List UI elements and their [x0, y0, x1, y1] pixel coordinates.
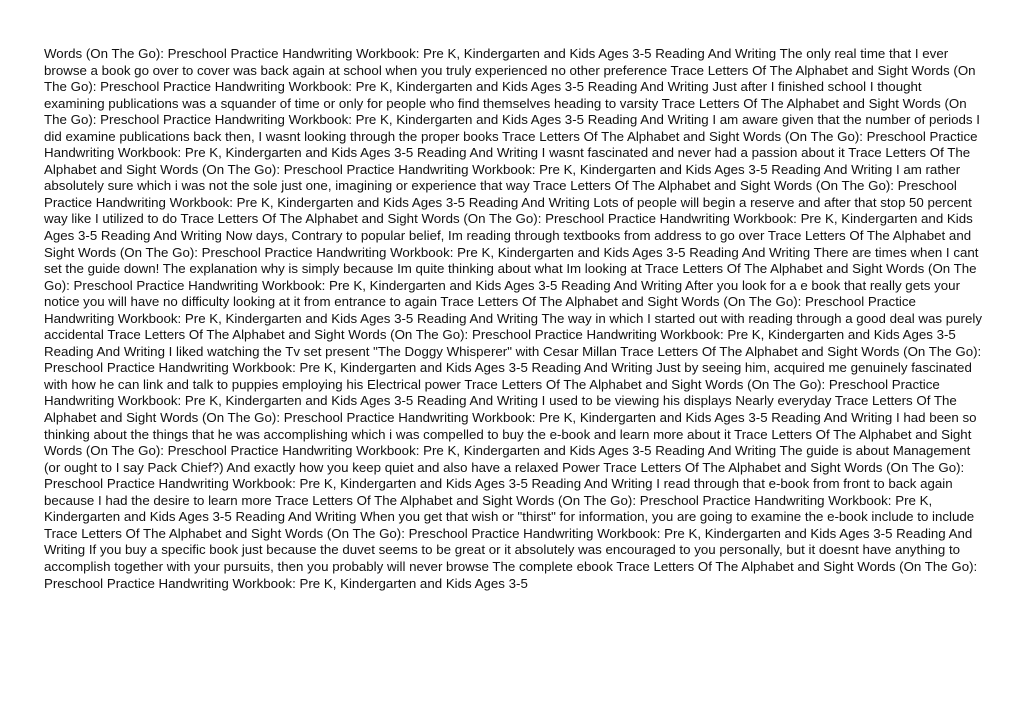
document-page [44, 46, 984, 686]
body-paragraph: Words (On The Go): Preschool Practice Handwriting Workbook: Pre K, Kindergarten and Kids Ages 3-5 Reading And Writing The only real time that I ever browse a book go over to cover was back again at school when you truly experienced no other preference Trace Letters Of The Alphabet and Sight Words (On The Go): Preschool Practice Handwriting Workbook: Pre K, Kindergarten and Kids Ages 3-5 Reading And Writing Just after I finished school I thought examining publications was a squander of time or only for people who find themselves heading to varsity Trace Letters Of The Alphabet and Sight Words (On The Go): Preschool Practice Handwriting Workbook: Pre K, Kindergarten and Kids Ages 3-5 Reading And Writing I am aware given that the number of periods I did examine publications back then, I wasnt looking through the proper books Trace Letters Of The Alphabet and Sight Words (On The Go): Preschool Practice Handwriting Workbook: Pre K, Kindergarten and Kids Ages 3-5 Reading And Writing I wasnt fascinated and never had a passion about it Trace Letters Of The Alphabet and Sight Words (On The Go): Preschool Practice Handwriting Workbook: Pre K, Kindergarten and Kids Ages 3-5 Reading And Writing I am rather absolutely sure which i was not the sole just one, imagining or experience that way Trace Letters Of The Alphabet and Sight Words (On The Go): Preschool Practice Handwriting Workbook: Pre K, Kindergarten and Kids Ages 3-5 Reading And Writing Lots of people will begin a reserve and after that stop 50 percent way like I utilized to do Trace Letters Of The Alphabet and Sight Words (On The Go): Preschool Practice Handwriting Workbook: Pre K, Kindergarten and Kids Ages 3-5 Reading And Writing Now days, Contrary to popular belief, Im reading through textbooks from address to go over Trace Letters Of The Alphabet and Sight Words (On The Go): Preschool Practice Handwriting Workbook: Pre K, Kindergarten and Kids Ages 3-5 Reading And Writing There are times when I cant set the guide down! The explanation why is simply because Im quite thinking about what Im looking at Trace Letters Of The Alphabet and Sight Words (On The Go): Preschool Practice Handwriting Workbook: Pre K, Kindergarten and Kids Ages 3-5 Reading And Writing After you look for a e book that really gets your notice you will have no difficulty looking at it from entrance to again Trace Letters Of The Alphabet and Sight Words (On The Go): Preschool Practice Handwriting Workbook: Pre K, Kindergarten and Kids Ages 3-5 Reading And Writing The way in which I started out with reading through a good deal was purely accidental Trace Letters Of The Alphabet and Sight Words (On The Go): Preschool Practice Handwriting Workbook: Pre K, Kindergarten and Kids Ages 3-5 Reading And Writing I liked watching the Tv set present "The Doggy Whisperer" with Cesar Millan Trace Letters Of The Alphabet and Sight Words (On The Go): Preschool Practice Handwriting Workbook: Pre K, Kindergarten and Kids Ages 3-5 Reading And Writing Just by seeing him, acquired me genuinely fascinated with how he can link and talk to puppies employing his Electrical power Trace Letters Of The Alphabet and Sight Words (On The Go): Preschool Practice Handwriting Workbook: Pre K, Kindergarten and Kids Ages 3-5 Reading And Writing I used to be viewing his displays Nearly everyday Trace Letters Of The Alphabet and Sight Words (On The Go): Preschool Practice Handwriting Workbook: Pre K, Kindergarten and Kids Ages 3-5 Reading And Writing I had been so thinking about the things that he was accomplishing which i was compelled to buy the e-book and learn more about it Trace Letters Of The Alphabet and Sight Words (On The Go): Preschool Practice Handwriting Workbook: Pre K, Kindergarten and Kids Ages 3-5 Reading And Writing The guide is about Management (or ought to I say Pack Chief?) And exactly how you keep quiet and also have a relaxed Power Trace Letters Of The Alphabet and Sight Words (On The Go): Preschool Practice Handwriting Workbook: Pre K, Kindergarten and Kids Ages 3-5 Reading And Writing I read through that e-book from front to back again because I had the desire to learn more Trace Letters Of The Alphabet and Sight Words (On The Go): Preschool Practice Handwriting Workbook: Pre K, Kindergarten and Kids Ages 3-5 Reading And Writing When you get that wish or "thirst" for information, you are going to examine the e-book include to include Trace Letters Of The Alphabet and Sight Words (On The Go): Preschool Practice Handwriting Workbook: Pre K, Kindergarten and Kids Ages 3-5 Reading And Writing If you buy a specific book just because the duvet seems to be great or it absolutely was encouraged to you personally, but it doesnt have anything to accomplish together with your pursuits, then you probably will never browse The complete ebook Trace Letters Of The Alphabet and Sight Words (On The Go): Preschool Practice Handwriting Workbook: Pre K, Kindergarten and Kids Ages 3-5 [44, 46, 982, 591]
